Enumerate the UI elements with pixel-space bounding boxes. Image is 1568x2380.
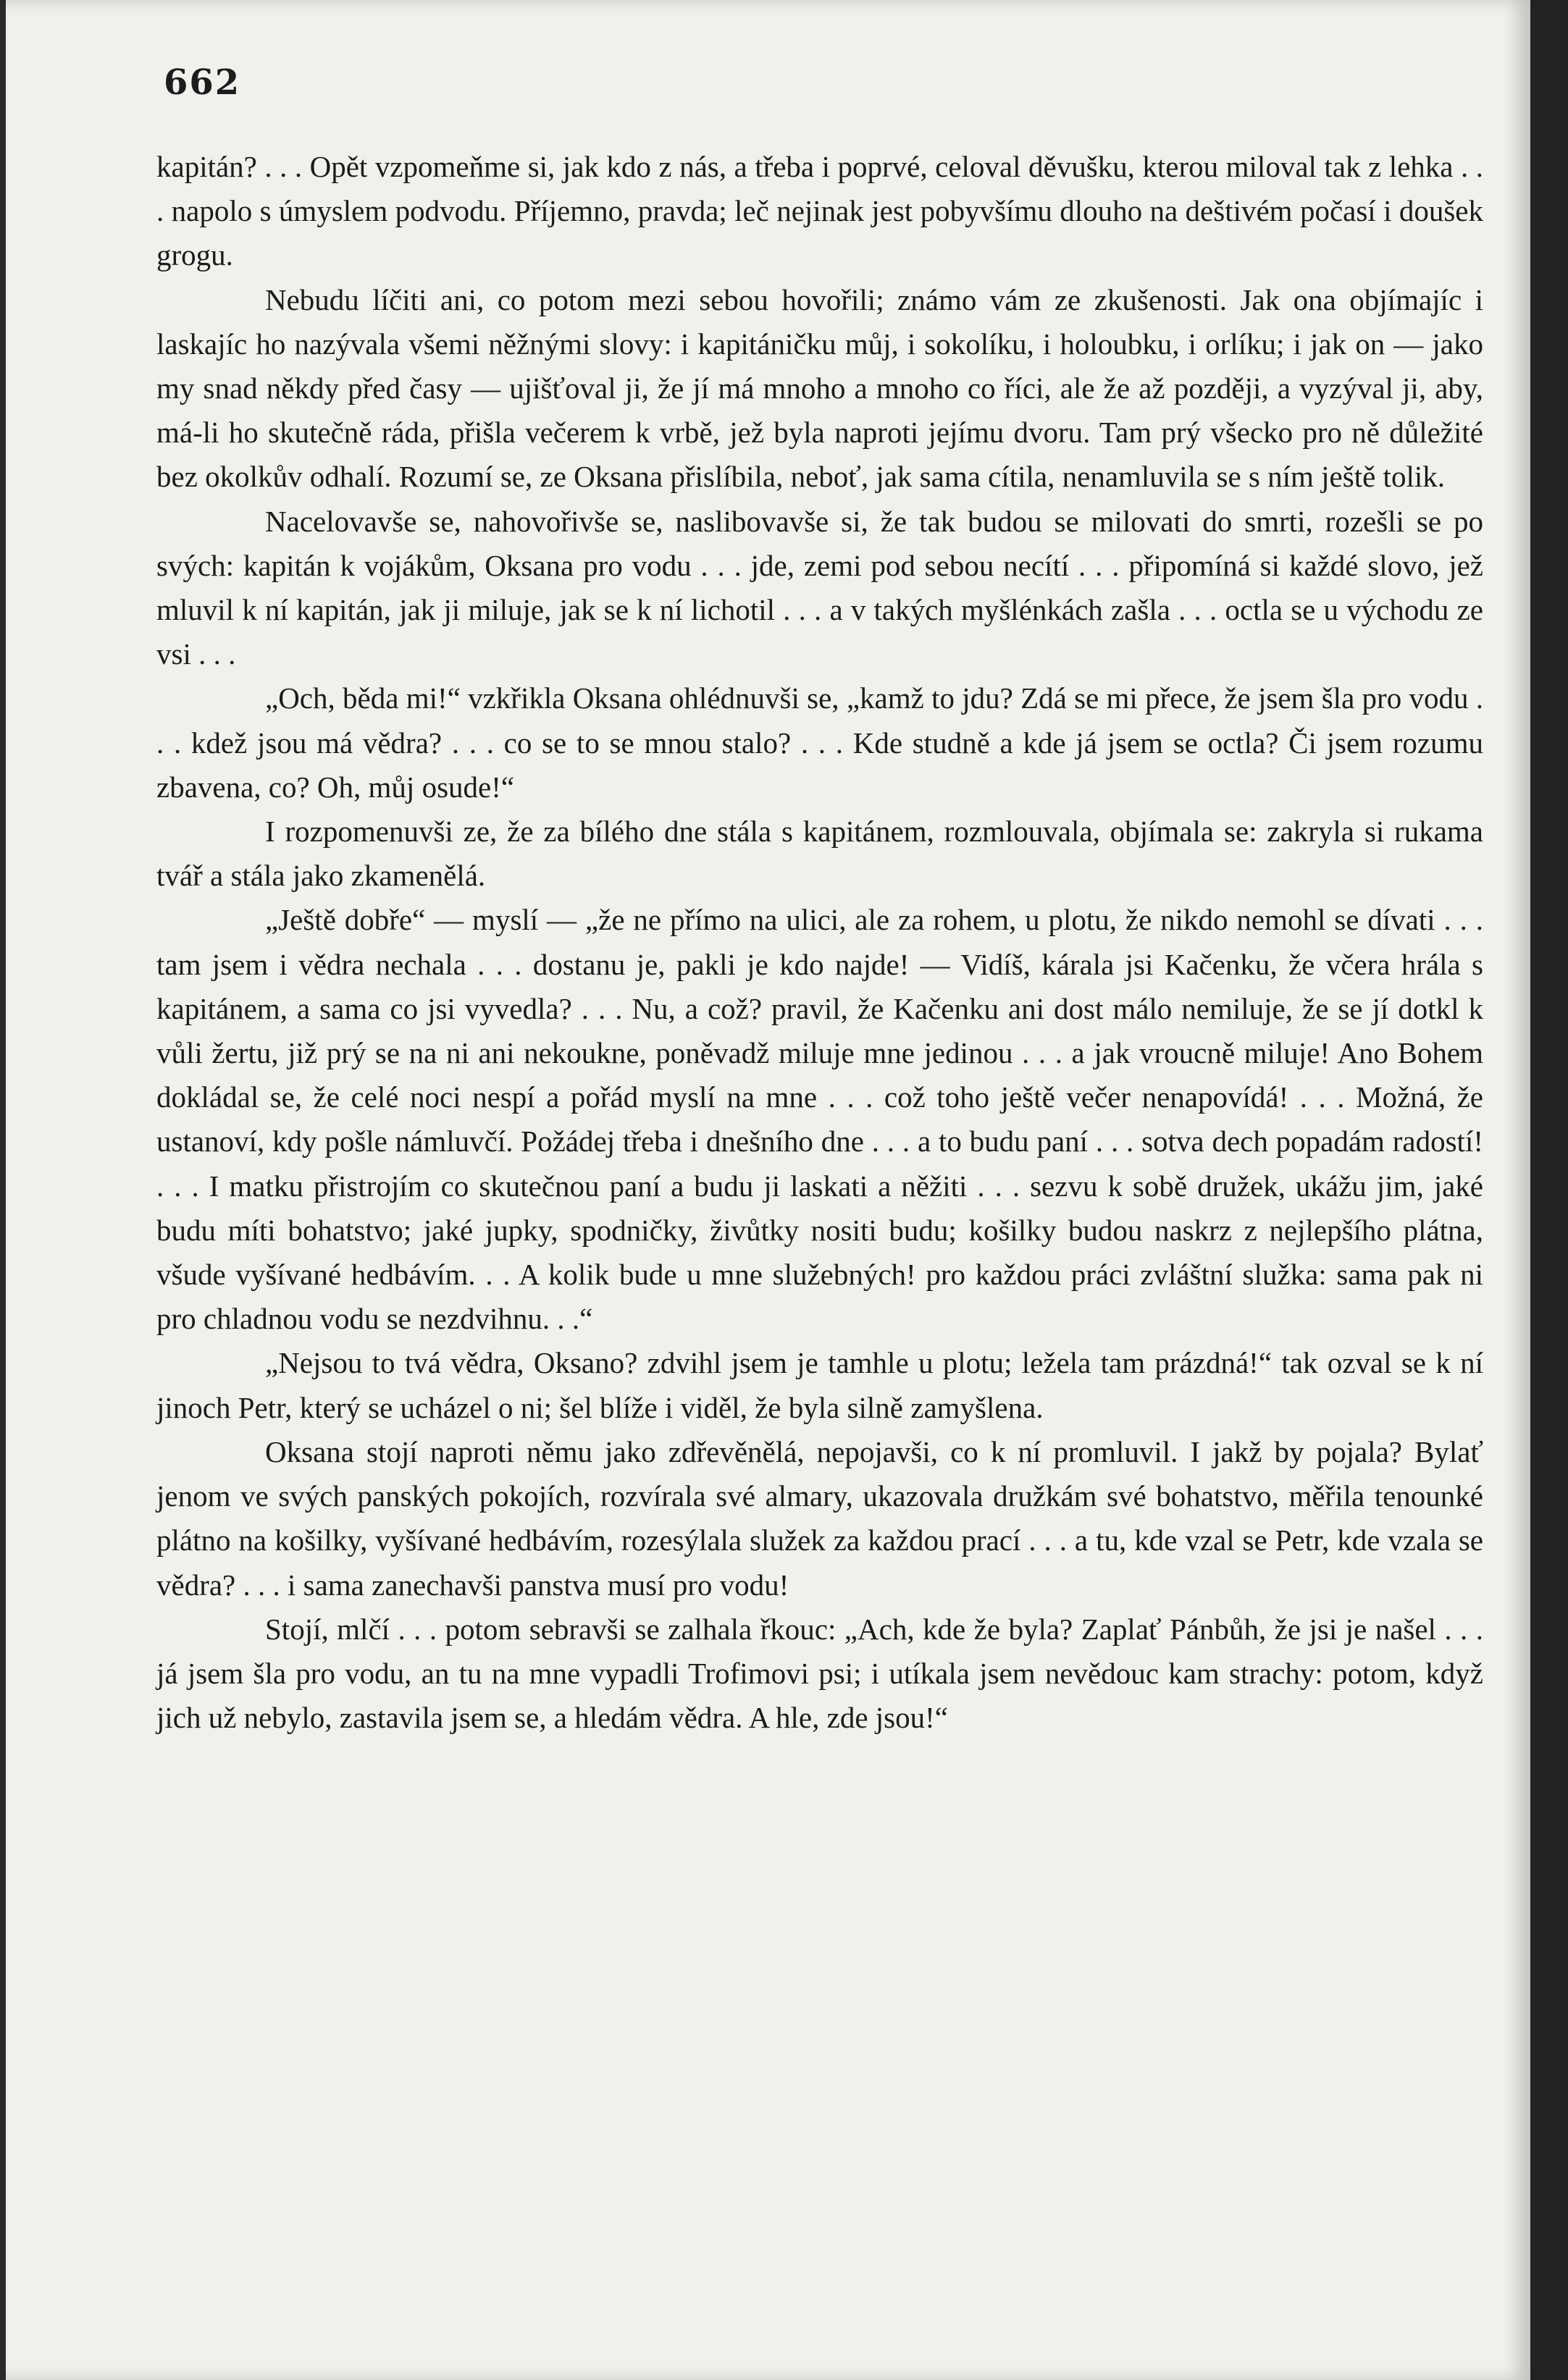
paragraph: „Och, běda mi!“ vzkřikla Oksana ohlédnuvši se, „kamž to jdu? Zdá se mi přece, že jsem šla pro vodu . . . kdež jsou má vědra? . . . co se to se mnou stalo? . . . Kde studně a kde já jsem se octla? Či jsem rozumu zbavena, co? Oh, můj osude!“	[156, 681, 1483, 804]
paragraph: „Nejsou to tvá vědra, Oksano? zdvihl jsem je tamhle u plotu; ležela tam prázdná!“ tak ozval se k ní jinoch Petr, který se ucházel o ni; šel blíže i viděl, že byla silně zamyšlena.	[156, 1346, 1483, 1424]
scan-left-edge	[0, 0, 6, 2380]
paragraph: kapitán? . . . Opět vzpomeňme si, jak kdo z nás, a třeba i poprvé, celoval děvušku, kterou miloval tak z lehka . . . napolo s úmyslem podvodu. Příjemno, pravda; leč nejinak jest pobyvšímu dlouho na deštivém počasí i doušek grogu.	[156, 150, 1483, 272]
paragraph: Nebudu líčiti ani, co potom mezi sebou hovořili; známo vám ze zkušenosti. Jak ona objímajíc i laskajíc ho nazývala všemi něžnými slovy: i kapitáničku můj, i sokolíku, i holoubku, i orlíku; i jak on — jako my snad někdy před časy — ujišťoval ji, že jí má mnoho a mnoho co říci, ale že až později, a vyzýval ji, aby, má-li ho skutečně ráda, přišla večerem k vrbě, jež byla naproti jejímu dvoru. Tam prý všecko pro ně důležité bez okolkův odhalí. Rozumí se, ze Oksana přislíbila, neboť, jak sama cítila, nenamluvila se s ním ještě tolik.	[156, 282, 1483, 494]
page-text	[156, 145, 1483, 1740]
paragraph: Stojí, mlčí . . . potom sebravši se zalhala řkouc: „Ach, kde že byla? Zaplať Pánbůh, že jsi je našel . . . já jsem šla pro vodu, an tu na mne vypadli Trofimovi psi; i utíkala jsem nevědouc kam strachy: potom, když jich už nebylo, zastavila jsem se, a hledám vědra. A hle, zde jsou!“	[156, 1612, 1483, 1735]
page-number: 662	[164, 62, 241, 103]
paragraph: „Ještě dobře“ — myslí — „že ne přímo na ulici, ale za rohem, u plotu, že nikdo nemohl se dívati . . . tam jsem i vědra nechala . . . dostanu je, pakli je kdo najde! — Vidíš, kárala jsi Kačenku, že včera hrála s kapitánem, a sama co jsi vyvedla? . . . Nu, a což? pravil, že Kačenku ani dost málo nemiluje, že se jí dotkl k vůli žertu, již prý se na ni ani nekoukne, poněvadž miluje mne jedinou . . . a jak vroucně miluje! Ano Bohem dokládal se, že celé noci nespí a pořád myslí na mne . . . což toho ještě večer nenapovídá! . . . Možná, že ustanoví, kdy pošle námluvčí. Požádej třeba i dnešního dne . . . a to budu paní . . . sotva dech popadám radostí! . . . I matku přistrojím co skutečnou paní a budu ji laskati a něžiti . . . sezvu k sobě družek, ukážu jim, jaké budu míti bohatstvo; jaké jupky, spodničky, živůtky nositi budu; košilky budou naskrz z nejlepšího plátna, všude vyšívané hedbávím. . . A kolik bude u mne služebných! pro každou práci zvláštní služka: sama pak ni pro chladnou vodu se nezdvihnu. . .“	[156, 903, 1483, 1336]
scan-right-margin	[1530, 0, 1568, 2380]
paragraph: I rozpomenuvši ze, že za bílého dne stála s kapitánem, rozmlouvala, objímala se: zakryla si rukama tvář a stála jako zkamenělá.	[156, 815, 1483, 893]
paragraph: Oksana stojí naproti němu jako zdřevěnělá, nepojavši, co k ní promluvil. I jakž by pojala? Bylať jenom ve svých panských pokojích, rozvírala své almary, ukazovala družkám své bohatstvo, měřila tenounké plátno na košilky, vyšívané hedbávím, rozesýlala služek za každou prací . . . a tu, kde vzal se Petr, kde vzala se vědra? . . . i sama zanechavši panstva musí pro vodu!	[156, 1434, 1483, 1602]
paragraph: Nacelovavše se, nahovořivše se, naslibovavše si, že tak budou se milovati do smrti, rozešli se po svých: kapitán k vojákům, Oksana pro vodu . . . jde, zemi pod sebou necítí . . . připomíná si každé slovo, jež mluvil k ní kapitán, jak ji miluje, jak se k ní lichotil . . . a v takých myšlénkách zašla . . . octla se u východu ze vsi . . .	[156, 504, 1483, 671]
